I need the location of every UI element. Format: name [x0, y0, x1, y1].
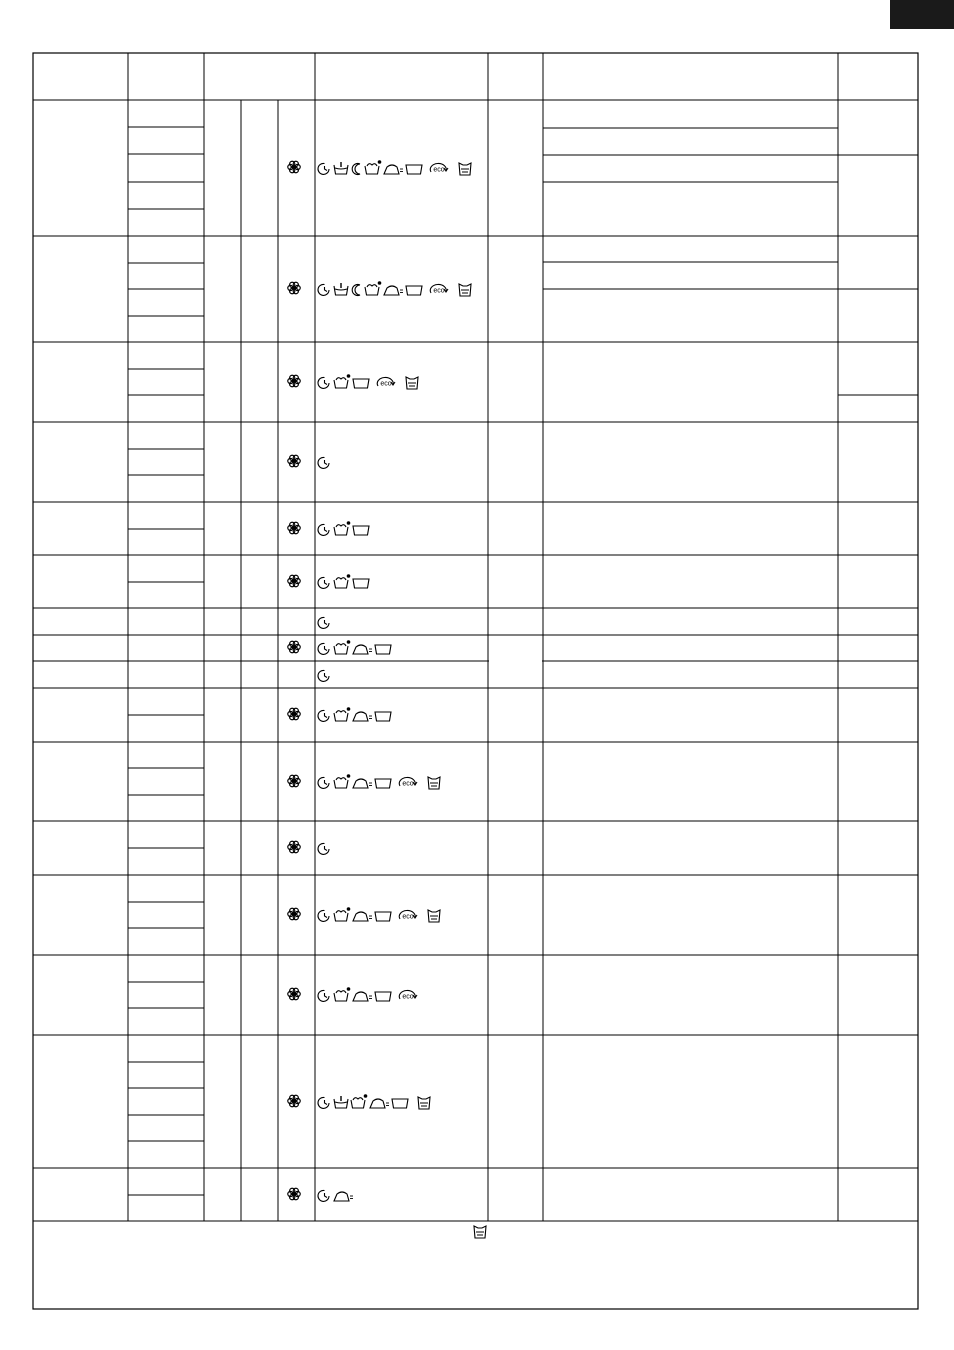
spin-flower-icon: [288, 522, 300, 533]
intensive-icon: [334, 907, 350, 921]
timer-icon: [318, 617, 329, 628]
extra-rinse-icon: [353, 379, 369, 388]
spin-flower-icon: [288, 375, 300, 386]
spin-flower-icon: [288, 575, 300, 586]
timer-icon: [318, 670, 329, 681]
svg-text:eco: eco: [433, 166, 445, 174]
spin-flower-icon: [288, 708, 300, 719]
spin-flower-icon: [288, 988, 300, 999]
extra-rinse-icon: [375, 779, 391, 788]
intensive-icon: [365, 160, 381, 174]
easy-iron-icon: [384, 286, 403, 295]
merged-cell-mask: [489, 636, 542, 686]
spin-flower-icon: [288, 282, 300, 293]
intensive-icon: [334, 374, 350, 388]
prewash-icon: [334, 1096, 348, 1108]
eco-icon: [399, 777, 417, 787]
intensive-icon: [351, 1094, 367, 1108]
timer-icon: [318, 377, 329, 388]
timer-icon: [318, 843, 329, 854]
extra-rinse-icon: [406, 165, 422, 174]
easy-iron-icon: [334, 1192, 353, 1201]
svg-text:eco: eco: [402, 780, 414, 788]
spin-flower-icon: [288, 455, 300, 466]
extra-rinse-icon: [406, 286, 422, 295]
timer-icon: [318, 643, 329, 654]
timer-icon: [318, 990, 329, 1001]
eco-icon: [430, 163, 448, 173]
eco-icon: [377, 377, 395, 387]
stain-icon: [352, 284, 360, 295]
night-icon: [459, 163, 471, 175]
svg-text:eco: eco: [402, 913, 414, 921]
timer-icon: [318, 577, 329, 588]
extra-rinse-icon: [353, 526, 369, 535]
night-icon: [406, 377, 418, 389]
timer-icon: [318, 710, 329, 721]
stain-icon: [352, 164, 360, 175]
eco-icon: [430, 284, 448, 294]
easy-iron-icon: [353, 779, 372, 788]
eco-icon: [399, 990, 417, 1000]
timer-icon: [318, 1097, 329, 1108]
night-icon: [428, 777, 440, 789]
timer-icon: [318, 910, 329, 921]
night-icon: [418, 1097, 430, 1109]
extra-rinse-icon: [375, 645, 391, 654]
spin-flower-icon: [288, 775, 300, 786]
timer-icon: [318, 524, 329, 535]
spin-flower-icon: [288, 641, 300, 652]
intensive-icon: [334, 521, 350, 535]
extra-rinse-icon: [392, 1099, 408, 1108]
night-icon: [428, 910, 440, 922]
eco-icon: [399, 910, 417, 920]
easy-iron-icon: [370, 1099, 389, 1108]
timer-icon: [318, 777, 329, 788]
extra-rinse-icon: [375, 912, 391, 921]
spin-flower-icon: [288, 161, 300, 172]
svg-text:eco: eco: [433, 287, 445, 295]
extra-rinse-icon: [375, 712, 391, 721]
timer-icon: [318, 163, 329, 174]
intensive-icon: [334, 574, 350, 588]
table-frame: [33, 53, 918, 1309]
spin-flower-icon: [288, 908, 300, 919]
svg-text:eco: eco: [402, 993, 414, 1001]
intensive-icon: [334, 987, 350, 1001]
extra-rinse-icon: [375, 992, 391, 1001]
extra-rinse-icon: [353, 579, 369, 588]
easy-iron-icon: [353, 992, 372, 1001]
intensive-icon: [334, 640, 350, 654]
easy-iron-icon: [353, 912, 372, 921]
easy-iron-icon: [353, 645, 372, 654]
spin-flower-icon: [288, 841, 300, 852]
timer-icon: [318, 457, 329, 468]
prewash-icon: [334, 162, 348, 174]
intensive-icon: [334, 707, 350, 721]
spin-flower-icon: [288, 1188, 300, 1199]
intensive-icon: [334, 774, 350, 788]
night-icon: [474, 1226, 486, 1238]
svg-text:eco: eco: [380, 380, 392, 388]
prewash-icon: [334, 283, 348, 295]
intensive-icon: [365, 281, 381, 295]
timer-icon: [318, 284, 329, 295]
timer-icon: [318, 1190, 329, 1201]
spin-flower-icon: [288, 1095, 300, 1106]
easy-iron-icon: [384, 165, 403, 174]
night-icon: [459, 284, 471, 296]
easy-iron-icon: [353, 712, 372, 721]
